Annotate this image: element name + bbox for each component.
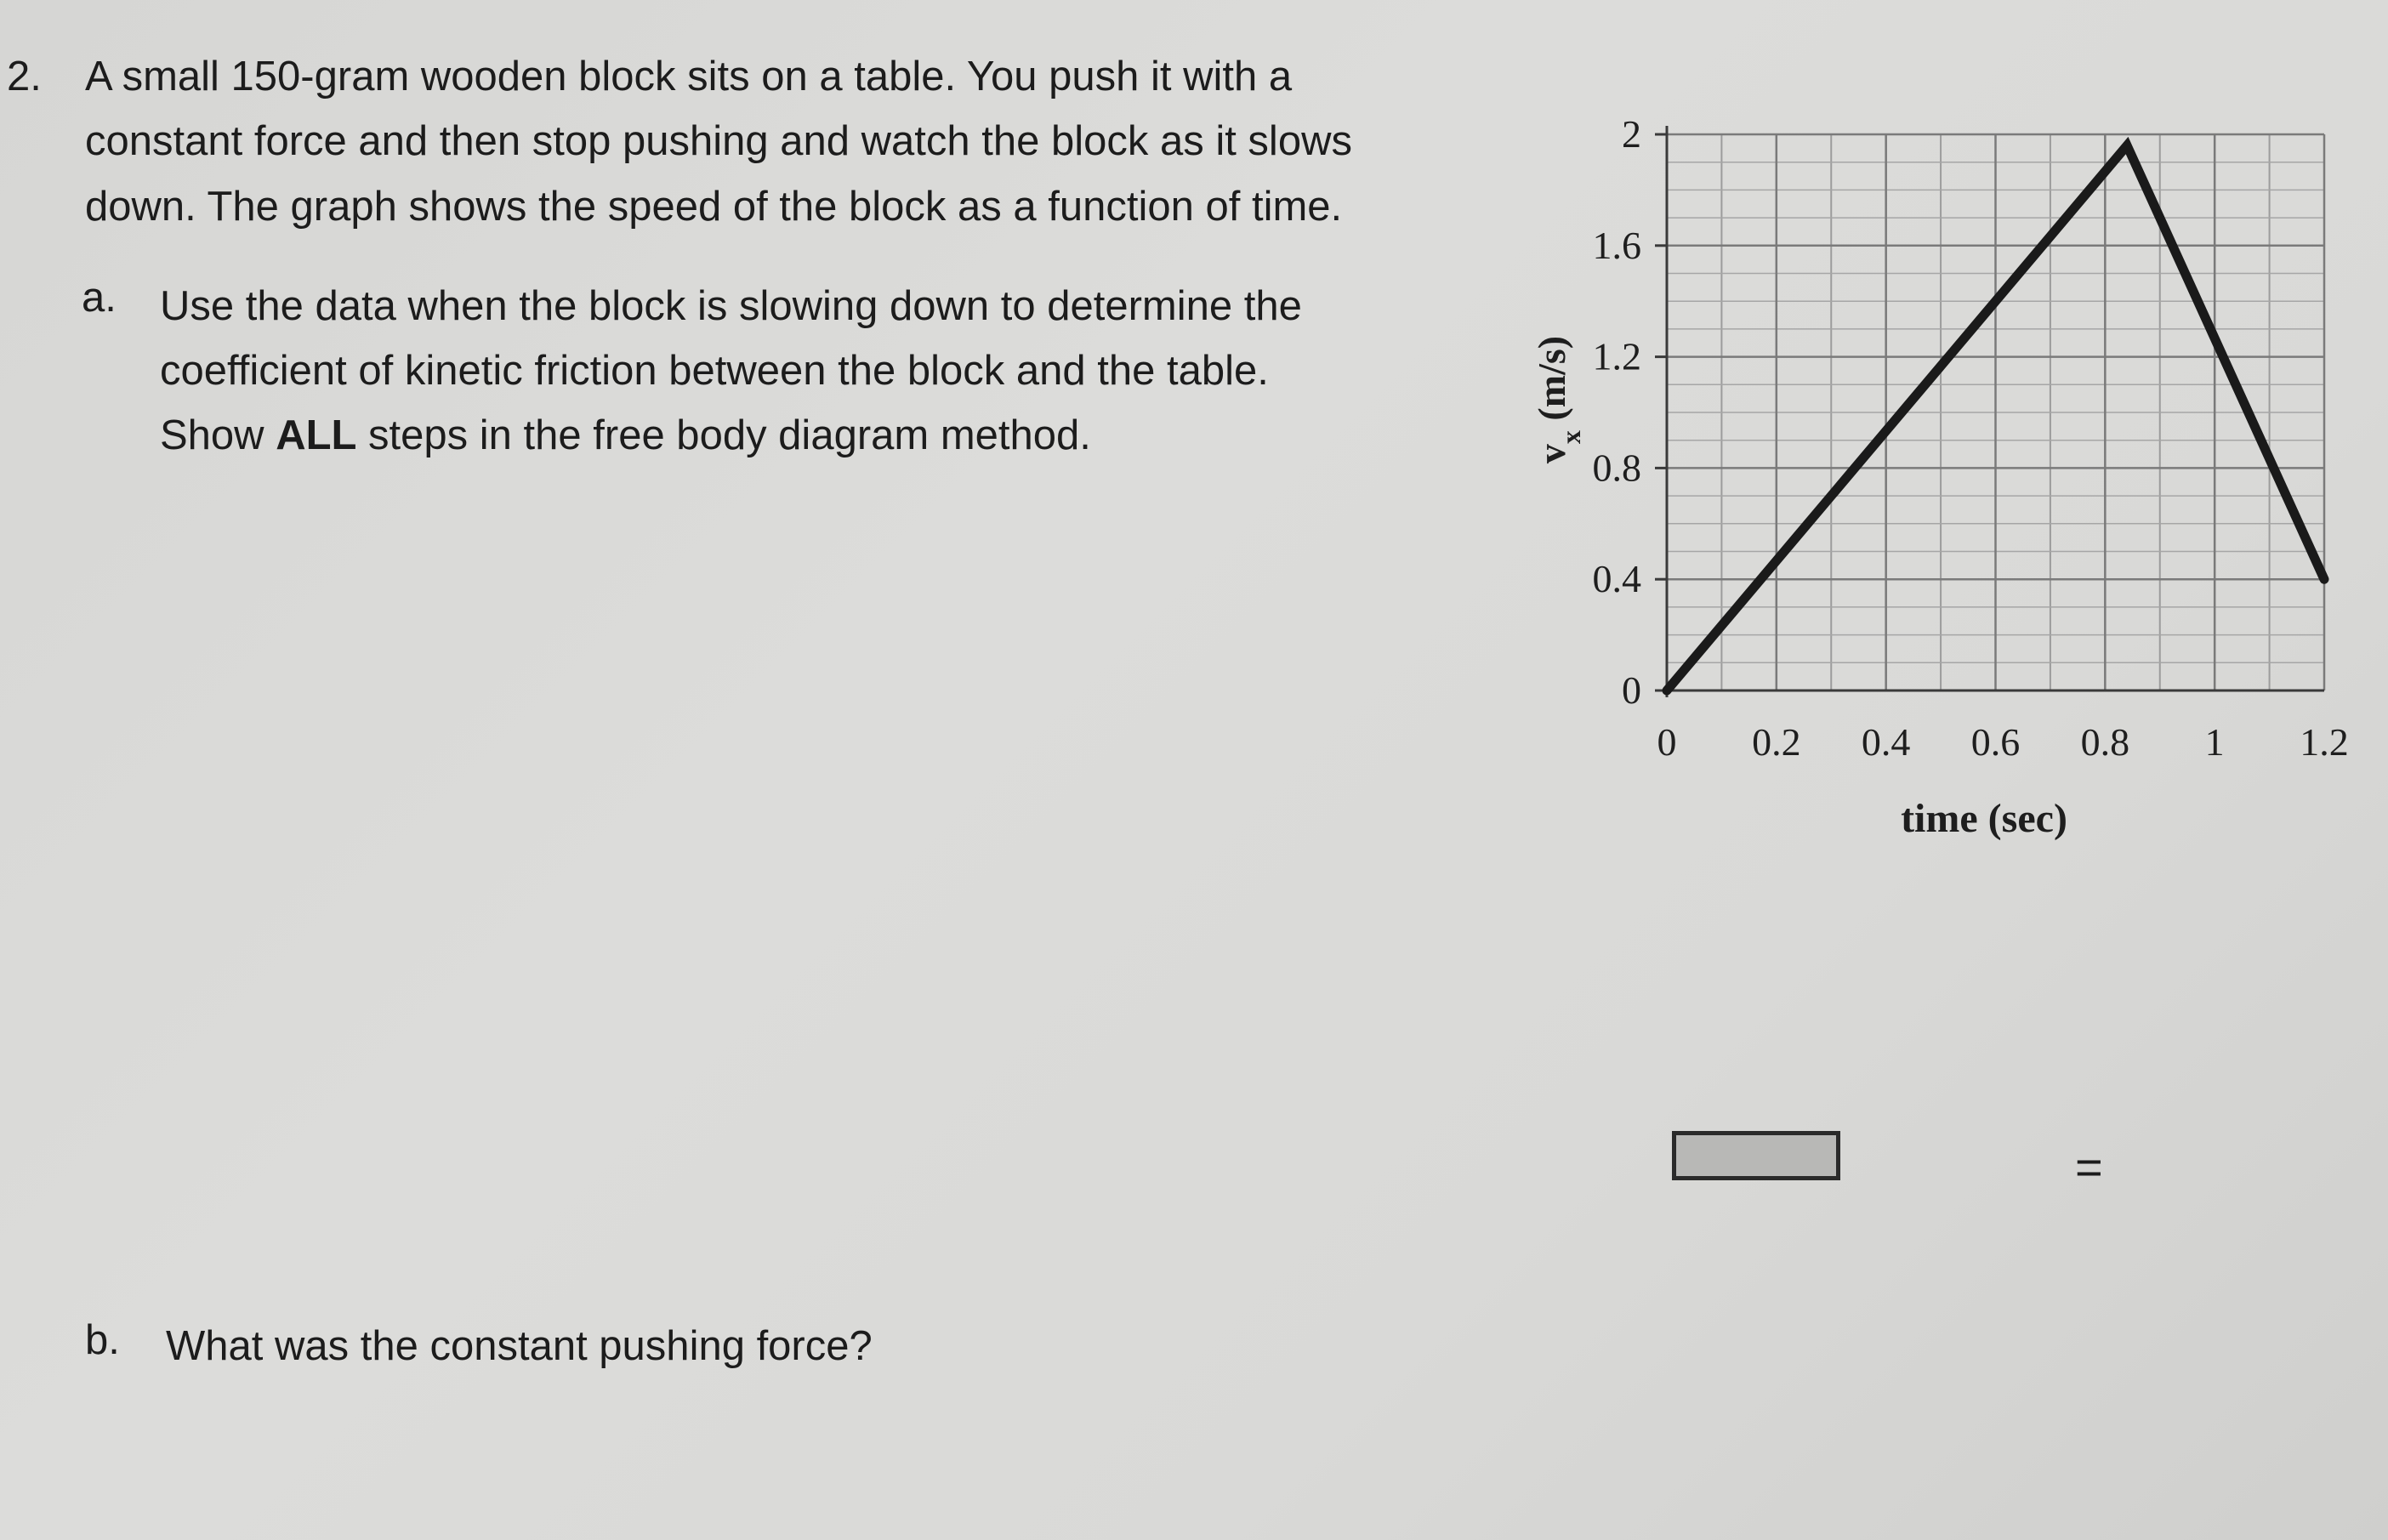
- part-b-question: What was the constant pushing force?: [166, 1323, 873, 1369]
- y-tick-label: 0: [1622, 668, 1641, 712]
- part-b-label: b.: [85, 1317, 120, 1363]
- problem-text-line-1: A small 150-gram wooden block sits on a table. You push it with a: [85, 54, 1293, 99]
- part-a-line-3-pre: Show: [160, 412, 276, 458]
- x-tick-label: 0: [1657, 720, 1677, 764]
- part-a-line-3-bold: ALL: [276, 412, 357, 458]
- part-a-label: a.: [82, 275, 117, 321]
- y-tick-label: 0.4: [1592, 557, 1641, 601]
- y-axis-label-main: v: [1530, 444, 1573, 464]
- part-a-line-2: coefficient of kinetic friction between the block and the table.: [160, 348, 1269, 394]
- problem-number: 2.: [7, 54, 42, 99]
- y-tick-label: 2: [1622, 112, 1641, 156]
- x-tick-label: 0.4: [1861, 720, 1911, 764]
- part-a-line-3-post: steps in the free body diagram method.: [356, 412, 1091, 458]
- part-a-line-1: Use the data when the block is slowing down to determine the: [160, 283, 1302, 329]
- equals-sign: =: [2075, 1140, 2103, 1194]
- x-tick-label: 1.2: [2300, 720, 2349, 764]
- x-tick-label: 0.8: [2080, 720, 2130, 764]
- y-axis-label: [1530, 336, 1586, 463]
- y-tick-label: 0.8: [1592, 446, 1641, 490]
- y-axis-label-sub: x: [1555, 430, 1586, 445]
- x-tick-label: 0.2: [1752, 720, 1801, 764]
- x-axis-label: time (sec): [1901, 796, 2067, 841]
- x-tick-label: 0.6: [1970, 720, 2021, 764]
- tick-labels: [1593, 112, 2349, 764]
- axes: [1655, 126, 2324, 697]
- y-tick-label: 1.2: [1592, 334, 1641, 378]
- x-tick-label: 1: [2204, 720, 2225, 764]
- problem-text-line-3: down. The graph shows the speed of the block as a function of time.: [85, 184, 1343, 230]
- y-axis-label-units: (m/s): [1530, 335, 1573, 431]
- y-tick-label: 1.6: [1592, 223, 1641, 267]
- problem-text-line-2: constant force and then stop pushing and watch the block as it slows: [85, 118, 1352, 164]
